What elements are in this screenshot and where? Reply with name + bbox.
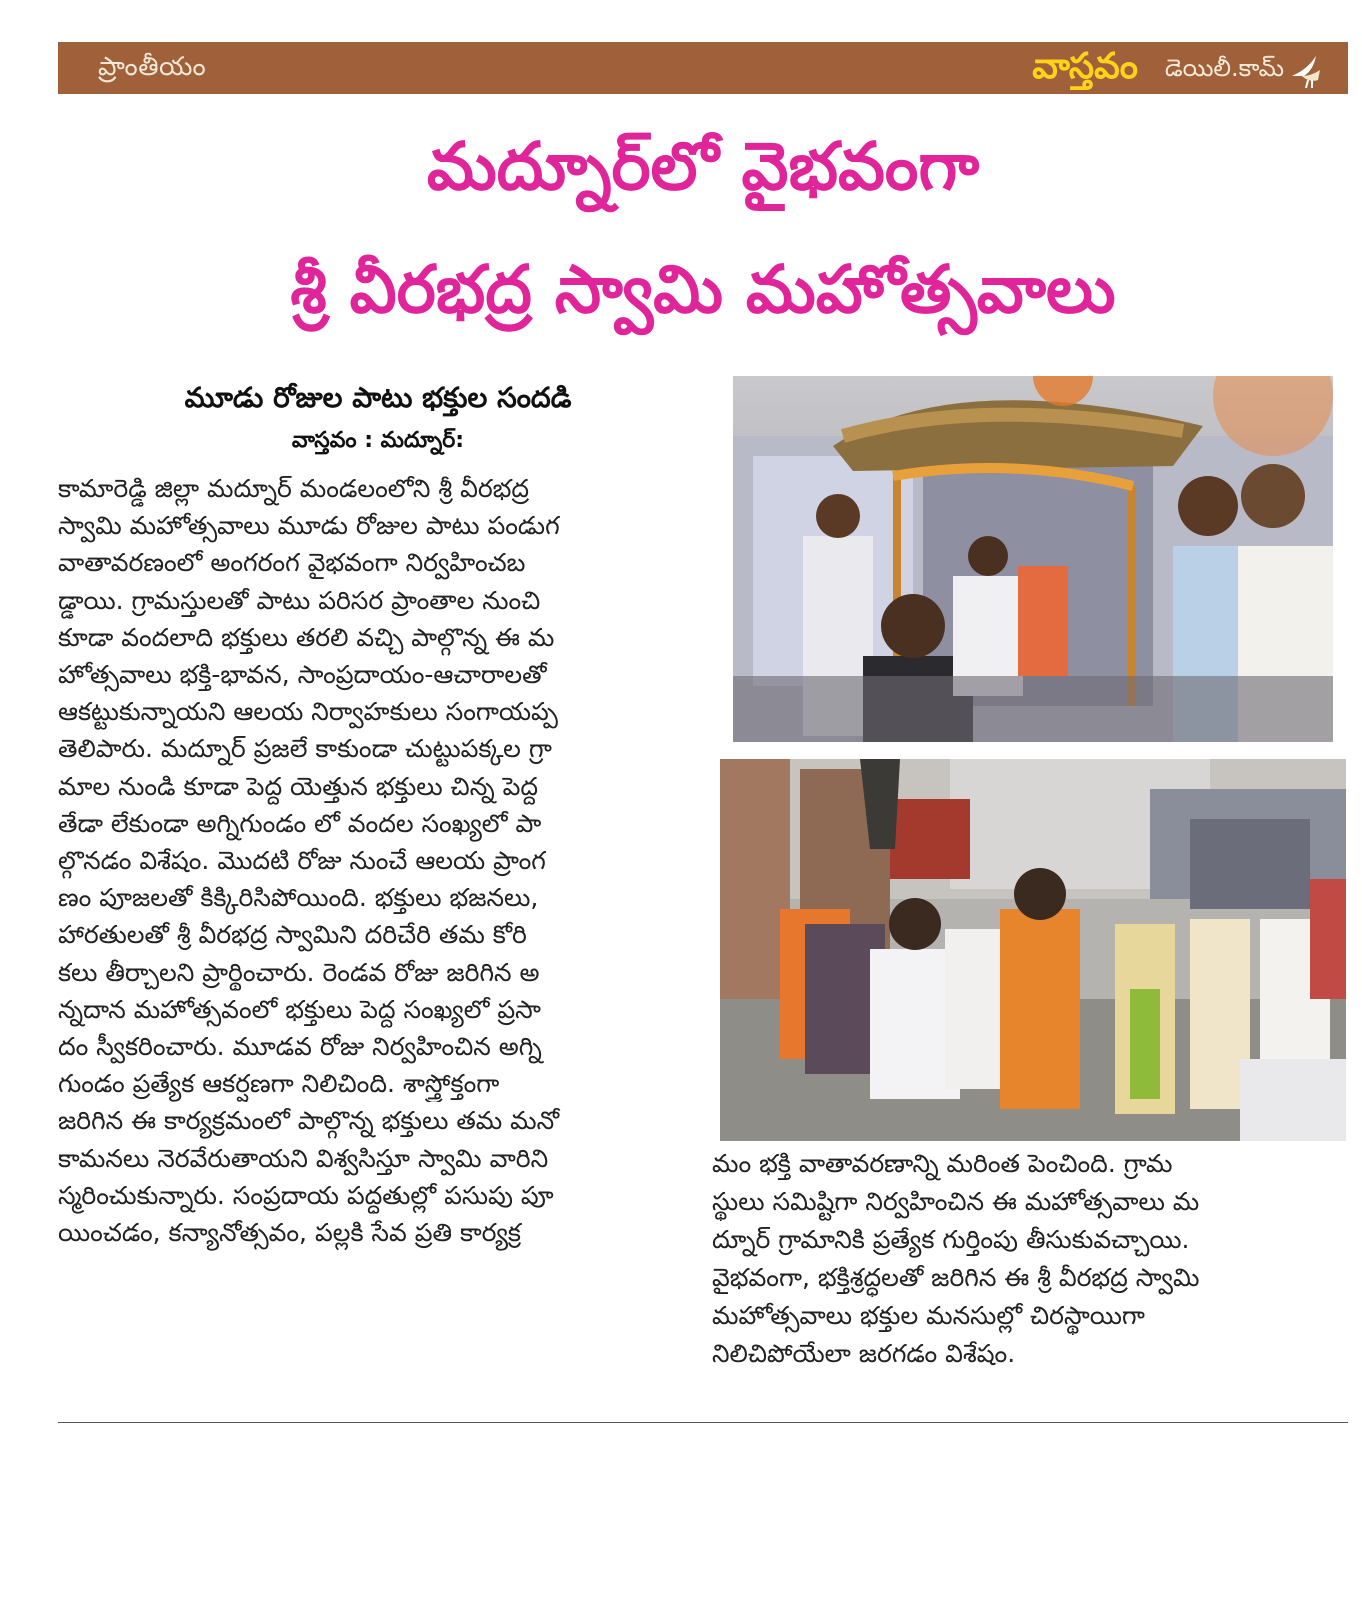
body-line: న్నదాన మహోత్సవంలో భక్తులు పెద్ద సంఖ్యలో ప్రసా	[58, 994, 541, 1024]
article-body-right	[712, 1145, 1348, 1373]
body-line: హోత్సవాలు భక్తి-భావన, సాంప్రదాయం-ఆచారాలతో	[58, 660, 547, 690]
body-line: దం స్వీకరించారు. మూడవ రోజు నిర్వహించిన అగ్ని	[58, 1032, 542, 1062]
brand-name: వాస్తవం	[1032, 46, 1138, 87]
body-line: మం భక్తి వాతావరణాన్ని మరింత పెంచింది. గ్రామ	[712, 1149, 1173, 1178]
body-line: వాతావరణంలో అంగరంగ వైభవంగా నిర్వహించబ	[58, 548, 526, 578]
body-line: స్థులు సమిష్టిగా నిర్వహించిన ఈ మహోత్సవాలు మ	[712, 1187, 1200, 1216]
body-line: యించడం, కన్యానోత్సవం, పల్లకి సేవ ప్రతి కార్యక్ర	[58, 1218, 521, 1248]
body-line: కలు తీర్చాలని ప్రార్థించారు. రెండవ రోజు జరిగిన అ	[58, 957, 540, 987]
body-line: ద్నూర్ గ్రామానికి ప్రత్యేక గుర్తింపు తీసుకువచ్చాయి.	[712, 1225, 1190, 1254]
section-label: ప్రాంతీయం	[98, 52, 207, 82]
article-dateline: వాస్తవం : మద్నూర్:	[291, 428, 465, 453]
body-line: ఆకట్టుకున్నాయని ఆలయ నిర్వాహకులు సంగాయప్ప	[58, 697, 558, 727]
article-subhead: మూడు రోజుల పాటు భక్తుల సందడి	[184, 381, 572, 414]
body-line: గుండం ప్రత్యేక ఆకర్షణగా నిలిచింది. శాస్త్రోక్తంగా	[58, 1069, 500, 1099]
body-line: డ్డాయి. గ్రామస్తులతో పాటు పరిసర ప్రాంతాల నుంచి	[58, 585, 541, 615]
brand-suffix: డెయిలీ.కామ్	[1164, 54, 1284, 82]
body-line: కూడా వందలాది భక్తులు తరలి వచ్చి పాల్గొన్న ఈ మ	[58, 622, 555, 652]
procession-photo	[720, 759, 1346, 1141]
body-line: వైభవంగా, భక్తిశ్రద్ధలతో జరిగిన ఈ శ్రీ వీరభద్ర స్వామి	[712, 1263, 1200, 1292]
bird-logo-icon	[1286, 46, 1330, 90]
section-header-bar	[58, 42, 1348, 94]
body-line: నిలిచిపోయేలా జరగడం విశేషం.	[712, 1339, 1016, 1368]
temple-photo	[733, 376, 1333, 742]
body-line: స్మరించుకున్నారు. సంప్రదాయ పద్ధతుల్లో పసుపు పూ	[58, 1180, 554, 1210]
body-line: ణం పూజలతో కిక్కిరిసిపోయింది. భక్తులు భజనలు,	[58, 883, 539, 913]
body-line: తెలిపారు. మద్నూర్ ప్రజలే కాకుండా చుట్టుపక్కల గ్రా	[58, 734, 552, 764]
body-line: కామనలు నెరవేరుతాయని విశ్వసిస్తూ స్వామి వారిని	[58, 1143, 549, 1173]
body-line: హారతులతో శ్రీ వీరభద్ర స్వామిని దరిచేరి తమ కోరి	[58, 920, 527, 950]
body-line: మాల నుండి కూడా పెద్ద యెత్తున భక్తులు చిన్న పెద్ద	[58, 771, 539, 801]
headline-line-1: మద్నూర్‌లో వైభవంగా	[426, 128, 980, 205]
headline-line-2: శ్రీ వీరభద్ర స్వామి మహోత్సవాలు	[290, 251, 1116, 328]
bottom-divider	[58, 1422, 1348, 1423]
body-line: తేడా లేకుండా అగ్నిగుండం లో వందల సంఖ్యలో పా	[58, 808, 542, 838]
body-line: ల్గొనడం విశేషం. మొదటి రోజు నుంచే ఆలయ ప్రాంగ	[58, 846, 546, 876]
body-line: స్వామి మహోత్సవాలు మూడు రోజుల పాటు పండుగ	[58, 511, 560, 541]
body-line: కామారెడ్డి జిల్లా మద్నూర్ మండలంలోని శ్రీ వీరభద్ర	[58, 474, 530, 503]
body-line: జరిగిన ఈ కార్యక్రమంలో పాల్గొన్న భక్తులు తమ మనో	[58, 1106, 560, 1136]
article-body-left	[58, 470, 692, 1620]
body-line: మహోత్సవాలు భక్తుల మనసుల్లో చిరస్థాయిగా	[712, 1301, 1145, 1330]
